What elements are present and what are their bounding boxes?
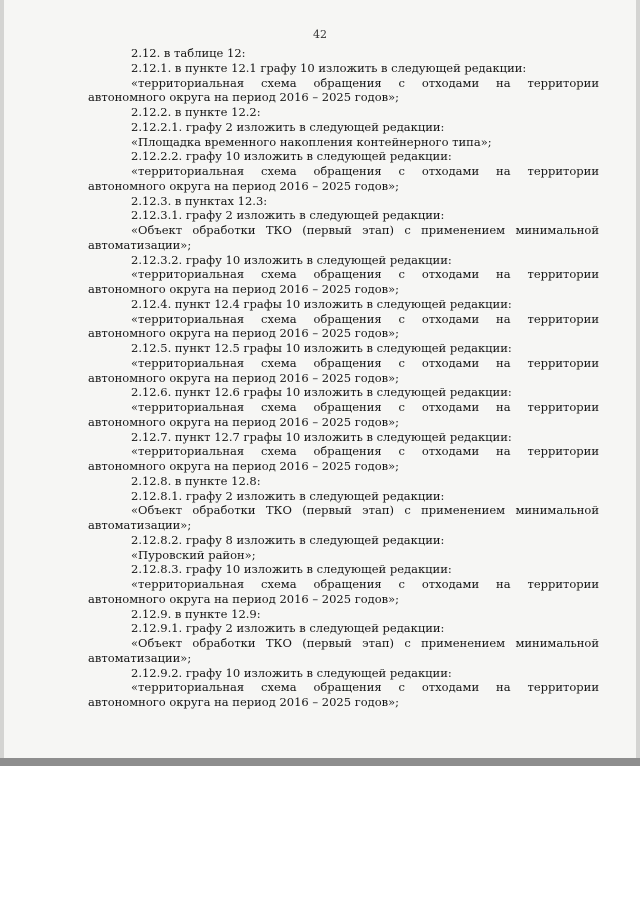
text-line: «территориальная схема обращения с отходами на территории (131, 75, 599, 90)
text-line: 2.12.9. в пункте 12.9: (131, 606, 261, 621)
text-line: автономного округа на период 2016 – 2025 годов»; (88, 90, 400, 105)
text-line: «территориальная схема обращения с отходами на территории (131, 680, 599, 695)
text-line: 2.12.8.2. графу 8 изложить в следующей редакции: (131, 532, 445, 547)
text-line: автономного округа на период 2016 – 2025 годов»; (88, 459, 400, 473)
text-line: 2.12.2.2. графу 10 изложить в следующей редакции: (131, 149, 452, 164)
text-line: «территориальная схема обращения с отходами на территории (131, 577, 599, 591)
text-line: «территориальная схема обращения с отходами на территории (131, 444, 599, 459)
text-line: автономного округа на период 2016 – 2025 годов»; (88, 414, 400, 429)
text-line: 2.12.7. пункт 12.7 графы 10 изложить в следующей редакции: (131, 429, 512, 444)
text-line: 2.12.3. в пунктах 12.3: (131, 193, 268, 208)
text-line: 2.12.1. в пункте 12.1 графу 10 изложить в следующей редакции: (131, 60, 527, 75)
text-line: 2.12.3.1. графу 2 изложить в следующей редакции: (131, 208, 445, 223)
text-line: 2.12. в таблице 12: (131, 46, 246, 60)
text-line: 2.12.3.2. графу 10 изложить в следующей редакции: (131, 252, 452, 267)
text-line: «Пуровский район»; (131, 547, 256, 562)
text-line: «Объект обработки ТКО (первый этап) с применением минимальной (131, 223, 599, 237)
page-edge-right (636, 0, 640, 765)
text-line: 2.12.9.1. графу 2 изложить в следующей редакции: (131, 621, 445, 636)
text-line: «территориальная схема обращения с отходами на территории (131, 311, 599, 326)
text-line: 2.12.2.1. графу 2 изложить в следующей редакции: (131, 119, 445, 134)
text-line: автономного округа на период 2016 – 2025 годов»; (88, 370, 400, 385)
text-line: «территориальная схема обращения с отходами на территории (131, 355, 599, 370)
text-line: 2.12.9.2. графу 10 изложить в следующей редакции: (131, 665, 452, 680)
text-line: автономного округа на период 2016 – 2025 годов»; (88, 178, 400, 193)
text-line: автономного округа на период 2016 – 2025 годов»; (88, 282, 400, 296)
text-line: автоматизации»; (88, 518, 192, 532)
text-line: «территориальная схема обращения с отходами на территории (131, 400, 599, 414)
text-line: автономного округа на период 2016 – 2025 годов»; (88, 591, 400, 606)
text-line: «территориальная схема обращения с отходами на территории (131, 267, 599, 282)
text-line: «Объект обработки ТКО (первый этап) с применением минимальной (131, 503, 599, 518)
text-line: 2.12.6. пункт 12.6 графы 10 изложить в следующей редакции: (131, 385, 512, 400)
text-line: 2.12.8.3. графу 10 изложить в следующей редакции: (131, 562, 452, 577)
text-line: «Объект обработки ТКО (первый этап) с применением минимальной (131, 636, 599, 650)
text-line: 2.12.4. пункт 12.4 графы 10 изложить в следующей редакции: (131, 296, 512, 311)
text-line: автономного округа на период 2016 – 2025 годов»; (88, 326, 400, 341)
text-line: «территориальная схема обращения с отходами на территории (131, 164, 599, 178)
page-number: 42 (313, 28, 327, 41)
text-line: 2.12.8.1. графу 2 изложить в следующей редакции: (131, 488, 445, 503)
page-edge-left (0, 0, 4, 765)
text-line: 2.12.5. пункт 12.5 графы 10 изложить в следующей редакции: (131, 341, 512, 355)
text-line: автоматизации»; (88, 237, 192, 252)
text-line: 2.12.2. в пункте 12.2: (131, 105, 261, 119)
document-body (88, 46, 599, 710)
text-line: «Площадка временного накопления контейнерного типа»; (131, 134, 492, 149)
text-line: 2.12.8. в пункте 12.8: (131, 473, 261, 488)
text-line: автоматизации»; (88, 650, 192, 665)
page-edge-bottom (0, 758, 640, 766)
text-line: автономного округа на период 2016 – 2025 годов»; (88, 695, 400, 709)
